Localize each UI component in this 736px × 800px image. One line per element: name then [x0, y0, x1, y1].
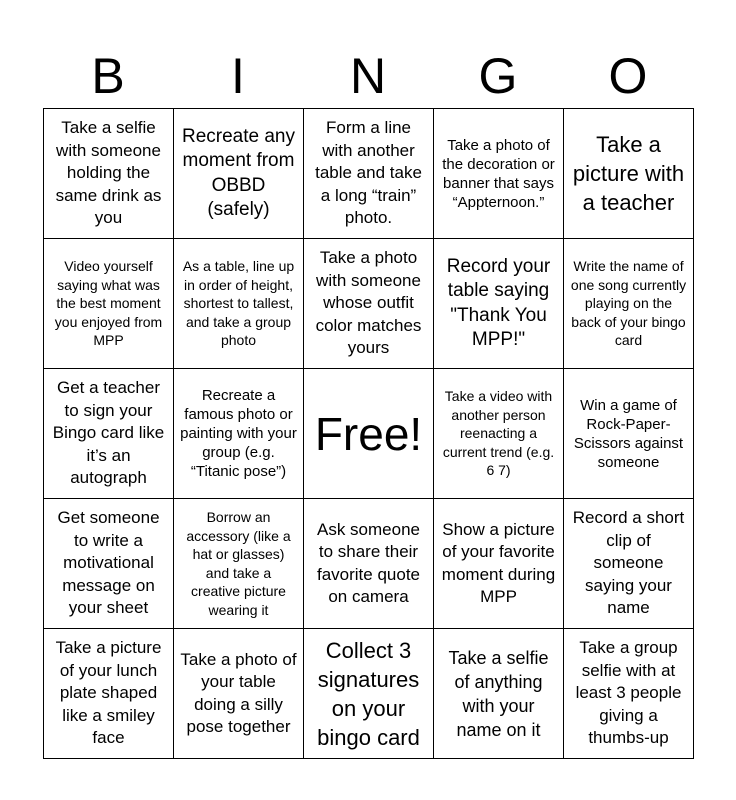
bingo-cell[interactable] — [563, 238, 694, 369]
bingo-cell[interactable] — [303, 108, 434, 239]
cell-text: Take a photo of the decoration or banner that says “Appternoon.” — [442, 136, 555, 211]
cell-text: Take a photo with someone whose outfit color matches yours — [315, 248, 422, 358]
bingo-cell[interactable] — [43, 108, 174, 239]
cell-text: Record your table saying "Thank You MPP!" — [446, 255, 551, 350]
bingo-cell[interactable] — [303, 238, 434, 369]
cell-text: Win a game of Rock-Paper-Scissors against someone — [573, 396, 684, 471]
cell-text: Borrow an accessory (like a hat or glasses) and take a creative picture wearing it — [186, 509, 291, 618]
bingo-cell[interactable] — [173, 498, 304, 629]
cell-text: Take a photo of your table doing a silly pose together — [180, 649, 297, 736]
bingo-grid — [43, 108, 693, 758]
cell-text: Recreate any moment from OBBD (safely) — [181, 125, 295, 220]
cell-text: Form a line with another table and take a long “train” photo. — [315, 118, 422, 228]
cell-text: Recreate a famous photo or painting with your group (e.g. “Titanic pose”) — [180, 387, 297, 480]
cell-text: Write the name of one song currently playing on the back of your bingo card — [570, 258, 687, 349]
cell-text: Get a teacher to sign your Bingo card like it’s an autograph — [52, 378, 165, 488]
bingo-cell[interactable] — [433, 238, 564, 369]
bingo-cell[interactable] — [563, 368, 694, 499]
bingo-cell[interactable] — [303, 628, 434, 759]
bingo-cell[interactable] — [433, 628, 564, 759]
bingo-cell[interactable] — [433, 498, 564, 629]
cell-text: Show a picture of your favorite moment during MPP — [441, 519, 556, 606]
free-space-cell[interactable] — [303, 368, 434, 499]
cell-text: Take a video with another person reenacting a current trend (e.g. 6 7) — [442, 388, 555, 479]
bingo-cell[interactable] — [433, 368, 564, 499]
bingo-cell[interactable] — [43, 498, 174, 629]
cell-text: Take a selfie of anything with your name on it — [448, 647, 549, 740]
bingo-cell[interactable] — [173, 238, 304, 369]
bingo-cell[interactable] — [43, 368, 174, 499]
free-space-text: Free! — [314, 407, 423, 460]
header-letter-g: G — [478, 48, 518, 104]
bingo-cell[interactable] — [563, 498, 694, 629]
cell-text: Record a short clip of someone saying your name — [572, 508, 685, 618]
bingo-cell[interactable] — [303, 498, 434, 629]
cell-text: Video yourself saying what was the best moment you enjoyed from MPP — [54, 258, 163, 349]
cell-text: Take a picture with a teacher — [572, 132, 685, 215]
cell-text: Take a selfie with someone holding the same drink as you — [55, 118, 162, 228]
bingo-cell[interactable] — [173, 108, 304, 239]
bingo-cell[interactable] — [173, 368, 304, 499]
cell-text: As a table, line up in order of height, shortest to tallest, and take a group photo — [182, 258, 295, 349]
cell-text: Take a picture of your lunch plate shaped like a smiley face — [55, 638, 162, 748]
bingo-cell[interactable] — [43, 628, 174, 759]
bingo-header — [43, 44, 693, 108]
bingo-cell[interactable] — [433, 108, 564, 239]
cell-text: Get someone to write a motivational message on your sheet — [57, 508, 160, 618]
header-letter-b: B — [91, 48, 125, 104]
cell-text: Take a group selfie with at least 3 people giving a thumbs-up — [575, 638, 682, 748]
header-letter-o: O — [608, 48, 648, 104]
bingo-cell[interactable] — [563, 108, 694, 239]
bingo-cell[interactable] — [173, 628, 304, 759]
cell-text: Collect 3 signatures on your bingo card — [317, 637, 420, 750]
header-letter-i: I — [231, 48, 245, 104]
bingo-cell[interactable] — [43, 238, 174, 369]
bingo-cell[interactable] — [563, 628, 694, 759]
cell-text: Ask someone to share their favorite quote on camera — [316, 519, 420, 606]
header-letter-n: N — [349, 48, 387, 104]
